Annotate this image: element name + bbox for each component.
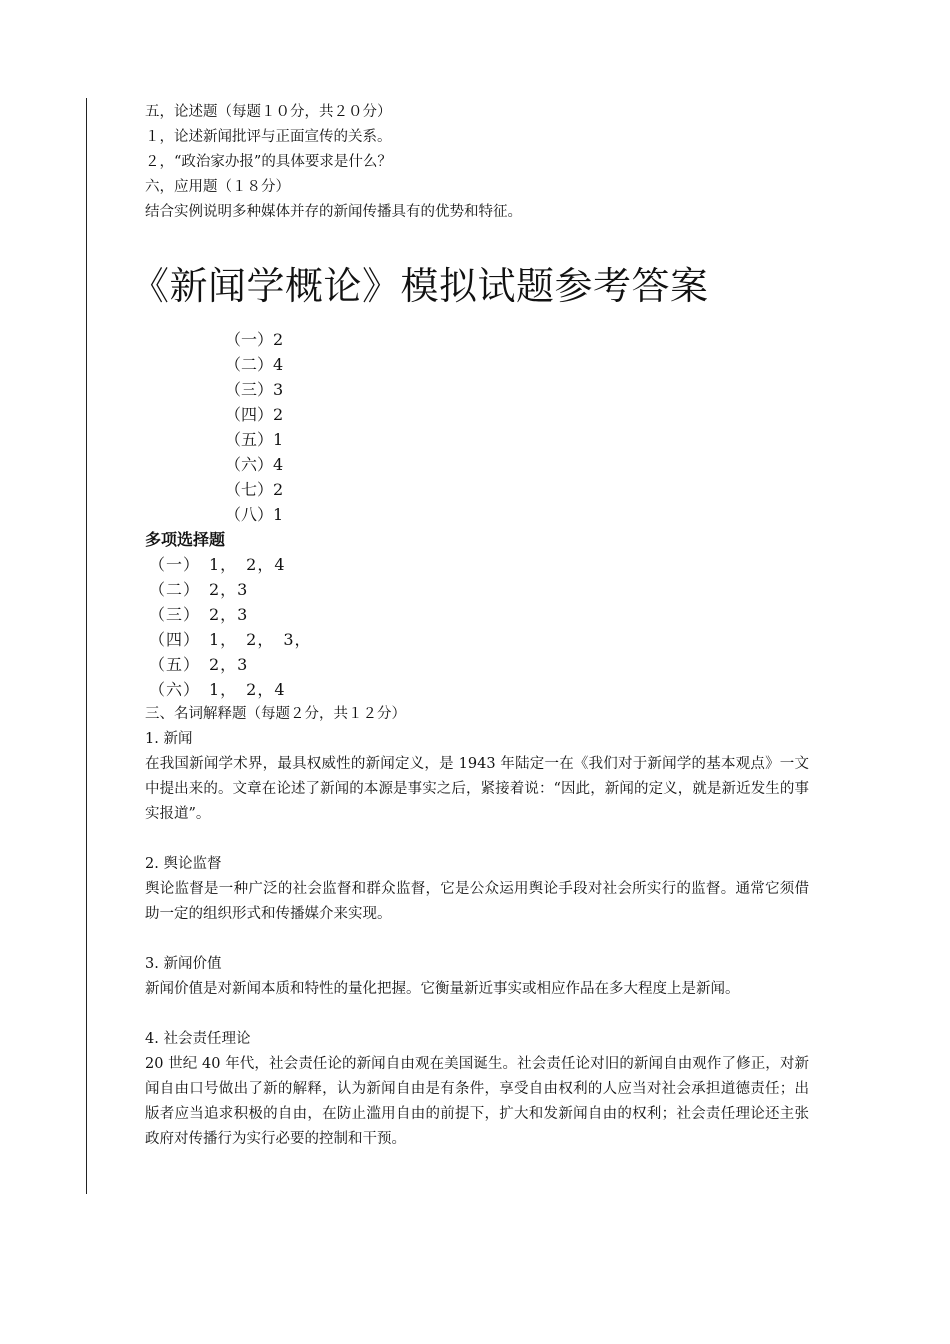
term-title: 4. 社会责任理论: [145, 1031, 251, 1047]
term-definition: 在我国新闻学术界，最具权威性的新闻定义，是 1943 年陆定一在《我们对于新闻学的基本观点》一文中提出来的。文章在论述了新闻的本源是事实之后，紧接着说：“因此，新闻的定义，就是新近发生的事实报道”。: [145, 756, 809, 822]
single-answer-2: （二）4: [225, 355, 284, 374]
multi-answer-3: （三） 2，3: [149, 605, 249, 624]
paragraph-gap: [145, 827, 815, 852]
multi-answer-4: （四） 1， 2， 3，: [149, 630, 312, 649]
term-definition: 新闻价值是对新闻本质和特性的量化把握。它衡量新近事实或相应作品在多大程度上是新闻。: [145, 981, 740, 997]
term-definitions: [145, 702, 815, 1152]
single-answer-1: （一）2: [225, 330, 284, 349]
single-answer-3: （三）3: [225, 380, 284, 399]
single-choice-answers: [145, 327, 815, 527]
single-answer-6: （六）4: [225, 455, 284, 474]
paragraph-gap: [145, 927, 815, 952]
multi-answer-5: （五） 2，3: [149, 655, 249, 674]
multi-answer-6: （六） 1， 2，4: [149, 680, 286, 699]
paragraph-gap: [145, 1002, 815, 1027]
answer-title: 《新闻学概论》模拟试题参考答案: [131, 264, 709, 308]
question-5-2: ２，“政治家办报”的具体要求是什么？: [145, 154, 392, 170]
term-title: 1. 新闻: [145, 731, 193, 747]
question-6: 结合实例说明多种媒体并存的新闻传播具有的优势和特征。: [145, 204, 522, 220]
margin-rule: [86, 98, 87, 1194]
single-answer-7: （七）2: [225, 480, 284, 499]
single-answer-8: （八）1: [225, 505, 284, 524]
question-5-1: １，论述新闻批评与正面宣传的关系。: [145, 129, 392, 145]
single-answer-5: （五）1: [225, 430, 284, 449]
single-answer-4: （四）2: [225, 405, 284, 424]
term-title: 3. 新闻价值: [145, 956, 222, 972]
multi-answer-1: （一） 1， 2，4: [149, 555, 286, 574]
multi-choice-heading: 多项选择题: [145, 530, 226, 549]
term-definition: 20 世纪 40 年代，社会责任论的新闻自由观在美国诞生。社会责任论对旧的新闻自由观作了修正，对新闻自由口号做出了新的解释，认为新闻自由是有条件，享受自由权利的人应当对社会承担道德责任；出版者应当追求积极的自由，在防止滥用自由的前提下，扩大和发新闻自由的权利；社会责任理论还主张政府对传播行为实行必要的控制和干预。: [145, 1056, 809, 1147]
term-definition: 舆论监督是一种广泛的社会监督和群众监督，它是公众运用舆论手段对社会所实行的监督。通常它须借助一定的组织形式和传播媒介来实现。: [145, 881, 809, 922]
terms-heading: 三、名词解释题（每题２分，共１２分）: [145, 706, 406, 722]
multi-choice-answers: [145, 527, 815, 702]
section-5-title: 五，论述题（每题１０分，共２０分）: [145, 104, 392, 120]
document-body: [131, 100, 815, 1152]
exam-questions-tail: [145, 100, 815, 225]
multi-answer-2: （二） 2，3: [149, 580, 249, 599]
section-6-title: 六，应用题（１８分）: [145, 179, 290, 195]
term-title: 2. 舆论监督: [145, 856, 222, 872]
